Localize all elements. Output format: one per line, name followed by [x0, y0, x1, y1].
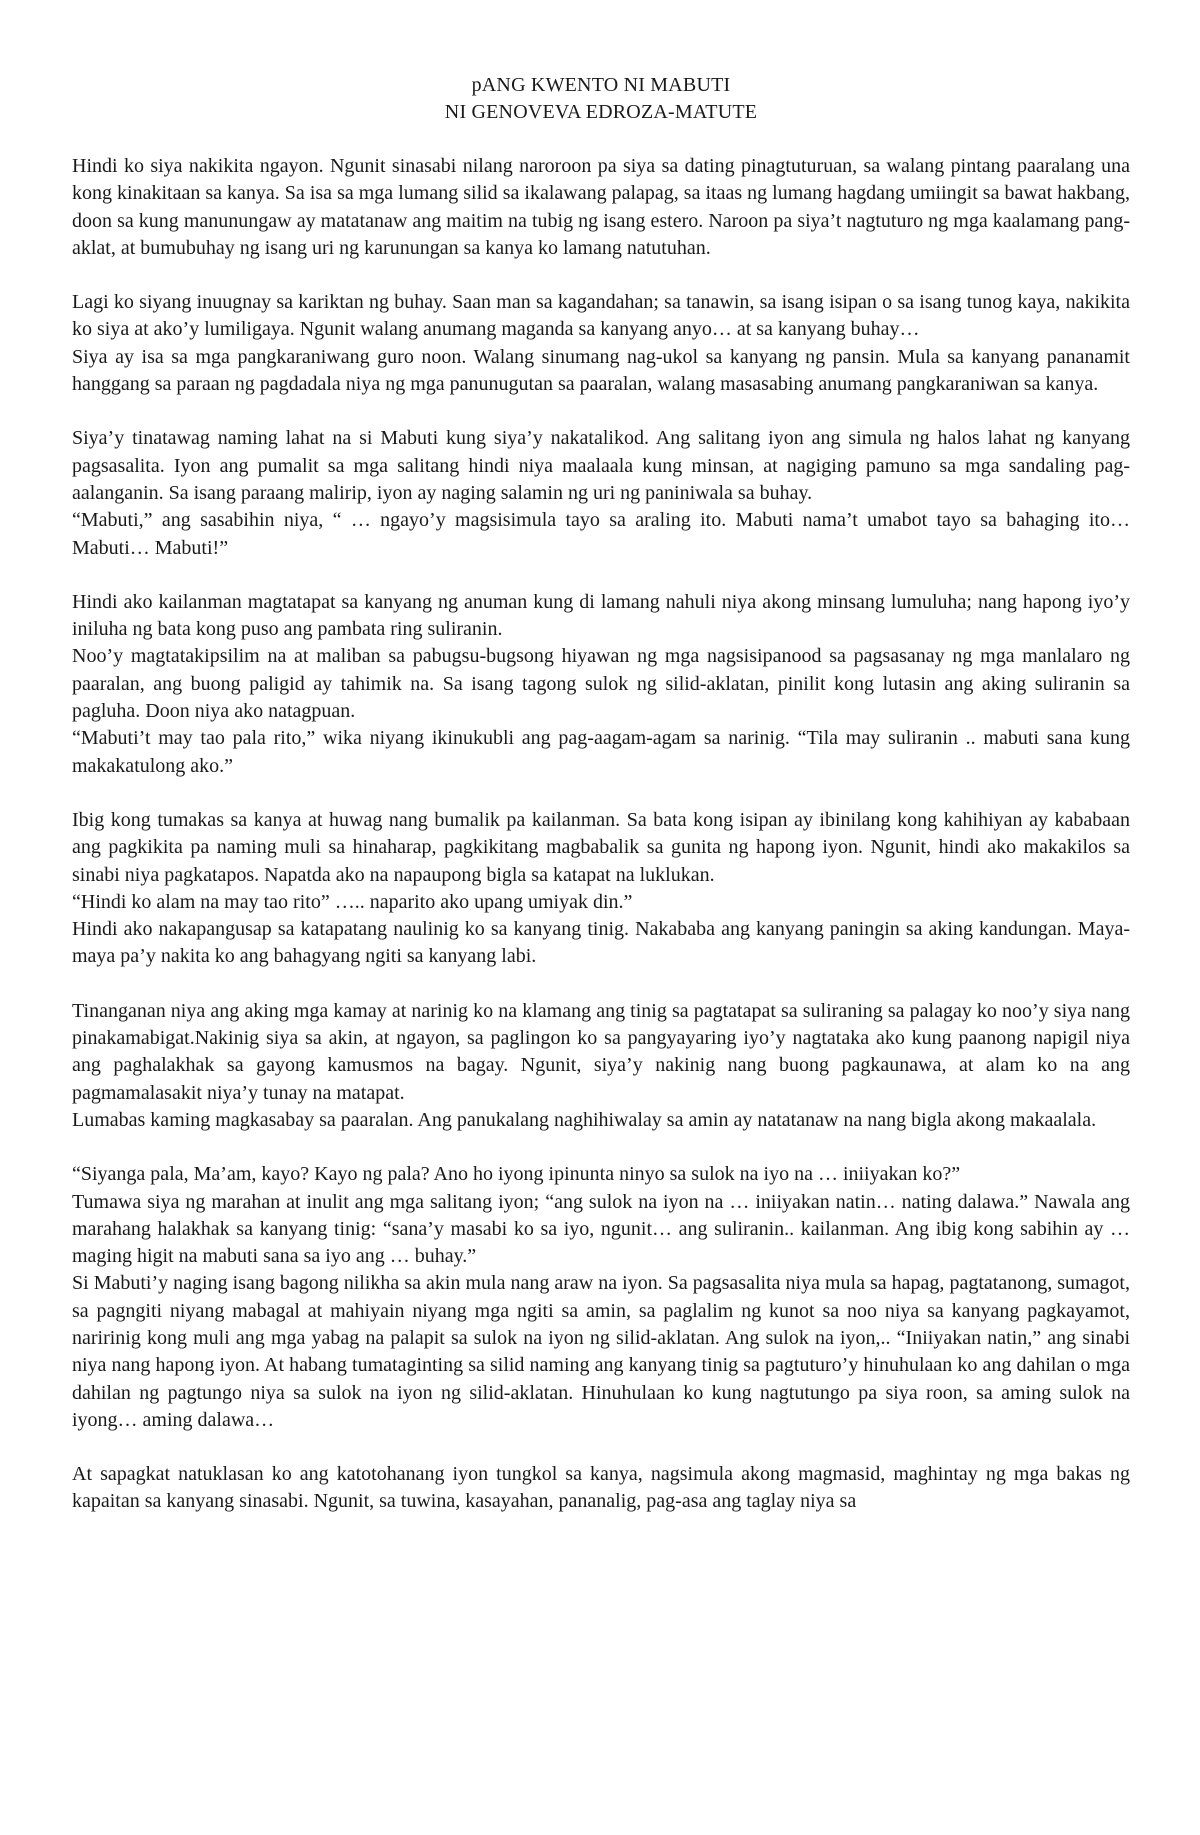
paragraph: “Siyanga pala, Ma’am, kayo? Kayo ng pala? Ano ho iyong ipinunta ninyo sa sulok na iyo na … iniiyakan ko?” [72, 1163, 961, 1186]
story-body [72, 153, 1130, 1516]
paragraph: Si Mabuti’y naging isang bagong nilikha sa akin mula nang araw na iyon. Sa pagsasalita niya mula sa hapag, pagtatanong, sumagot, sa pagngiti niyang mabagal at mahiyain niyang mga ngiti sa amin, sa paglalim ng kunot sa noo niya sa kanyang pagkayamot, naririnig kong muli ang mga yabag na palapit sa sulok na iyon ng silid-aklatan. Ang sulok na iyon,.. “Iniiyakan natin,” ang sinabi niya nang hapong iyon. At habang tumataginting sa silid naming ang kanyang tinig sa pagtuturo’y hinuhulaan ko ang dahilan o mga dahilan ng pagtungo niya sa sulok na iyon ng silid-aklatan. Hinuhulaan ko kung nagtutungo pa siya roon, sa aming sulok na iyong… aming dalawa… [72, 1272, 1130, 1431]
paragraph: Tumawa siya ng marahan at inulit ang mga salitang iyon; “ang sulok na iyon na … iniiyakan natin… nating dalawa.” Nawala ang marahang halakhak sa kanyang tinig: “sana’y masabi ko sa iyo, ngunit… ang suliranin.. kailanman. Ang ibig kong sabihin ay … maging higit na mabuti sana sa iyo ang … buhay.” [72, 1190, 1130, 1268]
paragraph: Hindi ako kailanman magtatapat sa kanyang ng anuman kung di lamang nahuli niya akong minsang lumuluha; nang hapong iyo’y iniluha ng bata kong puso ang pambata ring suliranin. [72, 590, 1130, 641]
paragraph: “Hindi ko alam na may tao rito” ….. naparito ako upang umiyak din.” [72, 890, 633, 913]
section-gap [72, 971, 1130, 998]
story-author: NI GENOVEVA EDROZA-MATUTE [444, 101, 758, 123]
paragraph: Tinanganan niya ang aking mga kamay at narinig ko na klamang ang tinig sa pagtatapat sa suliraning sa palagay ko noo’y siya nang pinakamabigat.Nakinig siya sa akin, at ngayon, sa paglingon ko sa pangyayaring iyo’y nagtataka ako kung paanong napigil niya ang paghalakhak sa gayong kamusmos na bagay. Ngunit, siya’y nakinig nang buong pagkaunawa, at alam ko na ang pagmamalasakit niya’y tunay na matapat. [72, 999, 1130, 1104]
paragraph: Noo’y magtatakipsilim na at maliban sa pabugsu-bugsong hiyawan ng mga nagsisipanood sa pagsasanay ng mga manlalaro ng paaralan, ang buong paligid ay tahimik na. Sa isang tagong sulok ng silid-aklatan, pinilit kong lutasin ang aking suliranin sa pagluha. Doon niya ako natagpuan. [72, 645, 1130, 723]
paragraph: At sapagkat natuklasan ko ang katotohanang iyon tungkol sa kanya, nagsimula akong magmasid, maghintay ng mga bakas ng kapaitan sa kanyang sinasabi. Ngunit, sa tuwina, kasayahan, pananalig, pag-asa ang taglay niya sa [72, 1463, 1130, 1513]
paragraph: Ibig kong tumakas sa kanya at huwag nang bumalik pa kailanman. Sa bata kong isipan ay ibinilang kong kahihiyan ay kababaan ang pagkikita pa naming muli sa hinaharap, pagkikitang magbabalik sa gunita ng hapong iyon. Ngunit, hindi ako makakilos sa sinabi niya pagkatapos. Napatda ako na napaupong bigla sa katapat na luklukan. [72, 808, 1130, 886]
section-gap [72, 262, 1130, 289]
section-gap [72, 562, 1130, 589]
paragraph: Lagi ko siyang inuugnay sa kariktan ng buhay. Saan man sa kagandahan; sa tanawin, sa isang isipan o sa isang tunog kaya, nakikita ko siya at ako’y lumiligaya. Ngunit walang anumang maganda sa kanyang anyo… at sa kanyang buhay… [72, 291, 1130, 341]
paragraph: Siya ay isa sa mga pangkaraniwang guro noon. Walang sinumang nag-ukol sa kanyang ng pansin. Mula sa kanyang pananamit hanggang sa paraan ng pagdadala niya ng mga panunugutan sa paaralan, walang masasabing anumang pangkaraniwan sa kanya. [72, 345, 1130, 396]
paragraph: “Mabuti,” ang sasabihin niya, “ … ngayo’y magsisimula tayo sa araling ito. Mabuti nama’t umabot tayo sa bahaging ito… Mabuti… Mabuti!” [72, 509, 1130, 559]
document-page [72, 72, 1130, 1516]
paragraph: Hindi ko siya nakikita ngayon. Ngunit sinasabi nilang naroroon pa siya sa dating pinagtuturuan, sa walang pintang paaralang una kong kinakitaan sa kanya. Sa isa sa mga lumang silid sa ikalawang palapag, sa itaas ng lumang hagdang umiingit sa bawat hakbang, doon sa kung manunungaw ay matatanaw ang maitim na tubig ng isang estero. Naroon pa siya’t nagtuturo ng mga kaalamang pang-aklat, at bumubuhay ng isang uri ng karunungan sa kanya ko lamang natutuhan. [72, 155, 1130, 259]
section-gap [72, 398, 1130, 425]
section-gap [72, 780, 1130, 807]
section-gap [72, 1434, 1130, 1461]
paragraph: “Mabuti’t may tao pala rito,” wika niyang ikinukubli ang pag-aagam-agam sa narinig. “Tila may suliranin .. mabuti sana kung makakatulong ako.” [72, 727, 1130, 777]
story-title: pANG KWENTO NI MABUTI [471, 74, 731, 96]
title-block [72, 72, 1130, 126]
section-gap [72, 1134, 1130, 1161]
paragraph: Lumabas kaming magkasabay sa paaralan. Ang panukalang naghihiwalay sa amin ay natatanaw na nang bigla akong makaalala. [72, 1108, 1097, 1131]
paragraph: Siya’y tinatawag naming lahat na si Mabuti kung siya’y nakatalikod. Ang salitang iyon ang simula ng halos lahat ng kanyang pagsasalita. Iyon ang pumalit sa mga salitang hindi niya maalaala kung minsan, at nagiging pamuno sa mga sandaling pag-aalanganin. Sa isang paraang malirip, iyon ay naging salamin ng uri ng paniniwala sa buhay. [72, 427, 1130, 504]
paragraph: Hindi ako nakapangusap sa katapatang naulinig ko sa kanyang tinig. Nakababa ang kanyang paningin sa aking kandungan. Maya-maya pa’y nakita ko ang bahagyang ngiti sa kanyang labi. [72, 918, 1130, 968]
